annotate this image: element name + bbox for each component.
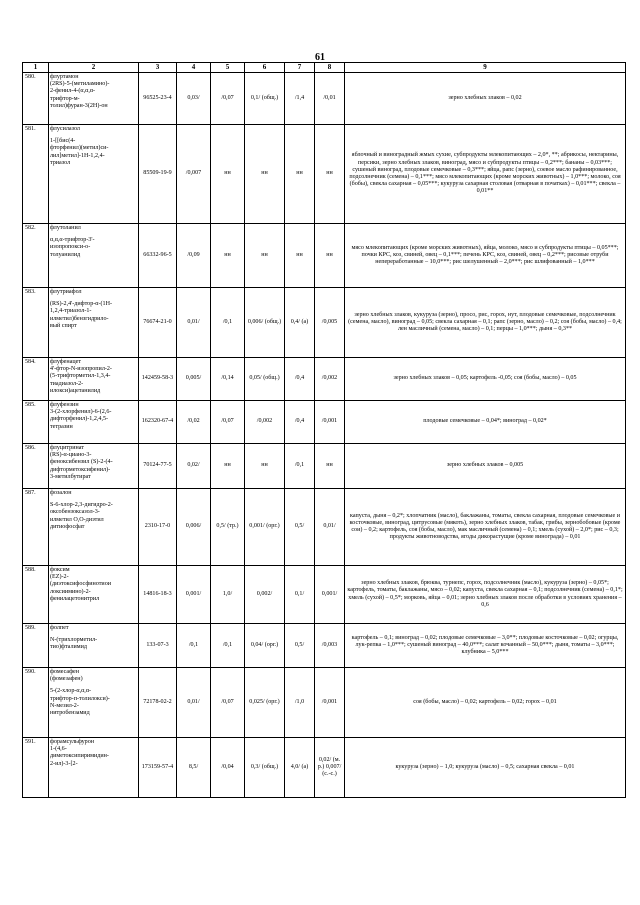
residue-limits: кукуруза (зерно) – 1,0; кукуруза (масло) – 0,5; сахарная свекла – 0,01 <box>345 738 626 798</box>
cas-number: 133-07-3 <box>139 624 177 668</box>
substance-name-line: фозалон <box>50 490 72 496</box>
value-col-5: /0,07 <box>211 401 245 444</box>
value-col-4: 0,01/ <box>177 288 211 358</box>
row-number: 588. <box>23 566 49 624</box>
row-number: 582. <box>23 224 49 288</box>
residue-limits: капуста, дыня – 0,2*; хлопчатник (масло), баклажаны, томаты, свекла сахарная, плодовые семечковые и косточковые, виноград, цитрусовые (мякоть), зерно хлебных злаков, табак, грибы, зернобобовые (кроме сои) – 0,2; картофель, соя (бобы, масло), мак масличный (семена) – 0,1; хмель (сухой) – 2,0*; рис – 0,3; продукты животноводства, ягоды дикорастущие (кроме винограда) – 0,01 <box>345 489 626 566</box>
header-cell: 1 <box>23 63 49 73</box>
value-col-7: /0,4 <box>285 401 315 444</box>
value-col-7: /1,4 <box>285 73 315 125</box>
table-row <box>23 738 626 798</box>
substance-name-line: фолпет <box>50 625 69 631</box>
substance-name-line: фенилацетонитрил <box>50 595 100 602</box>
substance-name-line: N-(трихлорметил- <box>50 637 98 644</box>
value-col-6: 0,001/ (орг.) <box>245 489 285 566</box>
value-col-4: 0,02/ <box>177 444 211 489</box>
row-number: 586. <box>23 444 49 489</box>
value-col-6: 0,1/ (общ.) <box>245 73 285 125</box>
value-col-4: 0,03/ <box>177 73 211 125</box>
residue-limits: зерно хлебных злаков – 0,05; картофель -0,05; соя (бобы, масло) – 0,05 <box>345 358 626 401</box>
substance-name-line: 4'-фтор-N-изопропил-2- <box>50 366 112 373</box>
value-col-4: 0,01/ <box>177 668 211 738</box>
value-col-4: 8,5/ <box>177 738 211 798</box>
substance-name-line: α,α,α-трифтор-3'- <box>50 237 95 244</box>
table-row <box>23 624 626 668</box>
value-col-7: 0,5/ <box>285 624 315 668</box>
value-col-6: 0,002/ <box>245 566 285 624</box>
substance-name-line: диметоксипиримидин- <box>50 753 109 760</box>
substance-name-line: (RS)-2,4'-дифтор-α-(1H- <box>50 301 113 308</box>
value-col-7: 4,0/ (а) <box>285 738 315 798</box>
substance-name-line: 3-(2-хлорфенил)-6-(2,6- <box>50 409 112 416</box>
value-col-8: нн <box>315 224 345 288</box>
value-col-6: /0,002 <box>245 401 285 444</box>
value-col-5: нн <box>211 125 245 224</box>
substance-name-line: флутриафол <box>50 289 82 295</box>
table-row <box>23 224 626 288</box>
substance-name-line: (RS)-α-циано-3- <box>50 452 92 459</box>
table-row <box>23 401 626 444</box>
value-col-5: 1,0/ <box>211 566 245 624</box>
header-cell: 3 <box>139 63 177 73</box>
value-col-5: /0,1 <box>211 624 245 668</box>
value-col-8: /0,005 <box>315 288 345 358</box>
value-col-5: 0,5/ (тр.) <box>211 489 245 566</box>
substance-name-line: 1-(4,6- <box>50 746 67 753</box>
substance-name-line: лил]метил]-1H-1,2,4- <box>50 152 105 159</box>
substance-name-line: 2-ил)-3-[2- <box>50 760 78 767</box>
value-col-8: нн <box>315 444 345 489</box>
value-col-4: /0,02 <box>177 401 211 444</box>
value-col-7: /0,4 <box>285 358 315 401</box>
row-number: 585. <box>23 401 49 444</box>
value-col-4: 0,005/ <box>177 358 211 401</box>
value-col-8: нн <box>315 125 345 224</box>
value-col-7: нн <box>285 224 315 288</box>
header-cell: 2 <box>49 63 139 73</box>
substance-name <box>49 489 139 566</box>
cas-number: 173159-57-4 <box>139 738 177 798</box>
substance-name-line: S-6-хлор-2,3-дигидро-2- <box>50 502 113 509</box>
value-col-8: /0,001 <box>315 668 345 738</box>
row-number: 580. <box>23 73 49 125</box>
substance-name-line: илметил О,О-диэтил <box>50 516 104 523</box>
value-col-8: /0,01 <box>315 73 345 125</box>
substance-name <box>49 125 139 224</box>
substance-name-line: тио)фталимид <box>50 644 87 651</box>
row-number: 584. <box>23 358 49 401</box>
substance-name-line: 3-метилбутират <box>50 473 91 480</box>
substance-name-line: толуанилид <box>50 251 81 258</box>
cas-number: 76674-21-0 <box>139 288 177 358</box>
substance-name-line: тиадиазол-2- <box>50 380 84 387</box>
value-col-4: 0,001/ <box>177 566 211 624</box>
value-col-6: 0,025/ (орг.) <box>245 668 285 738</box>
substance-name-line: оксобензоксазол-3- <box>50 509 100 516</box>
value-col-5: /0,07 <box>211 668 245 738</box>
substance-name <box>49 73 139 125</box>
residue-limits: зерно хлебных злаков – 0,02 <box>345 73 626 125</box>
substance-name-line: 2-фенил-4-(α,α,α- <box>50 88 96 95</box>
cas-number: 70124-77-5 <box>139 444 177 489</box>
table-row <box>23 288 626 358</box>
substance-name <box>49 358 139 401</box>
row-number: 591. <box>23 738 49 798</box>
substance-name-line: 1-[[бис(4- <box>50 138 76 145</box>
row-number: 590. <box>23 668 49 738</box>
cas-number: 14816-18-3 <box>139 566 177 624</box>
cas-number: 96525-23-4 <box>139 73 177 125</box>
substance-name-line: флуфензин <box>50 402 79 408</box>
substance-name-line: (EZ)-2- <box>50 574 69 581</box>
residue-limits: яблочный и виноградный жмых сухие, субпродукты млекопитающих – 2,0*, **; абрикосы, нектарины, персики, зерно хлебных злаков, виноград, мясо и субпродукты птицы – 0,2***; бананы – 0,03***; сушеный виноград, плодовые семечковые – 0,3***; яйца, рапс (зерно), соевое масло рафинированное, подсолнечник (семена) – 0,1***; мясо млекопитающих (кроме морских животных) – 1,0***; молоко, соя (бобы), свекла сахарная – 0,05***; кукуруза сахарная столовая (отварная в початках) – 0,01***; свекла – 0,01** <box>345 125 626 224</box>
cas-number: 85509-19-9 <box>139 125 177 224</box>
table-row <box>23 73 626 125</box>
value-col-4: 0,006/ <box>177 489 211 566</box>
substance-name-line: фомесафен <box>50 669 79 675</box>
substance-name-line: 5-(2-хлор-α,α,α- <box>50 688 92 695</box>
value-col-6: 0,006/ (общ.) <box>245 288 285 358</box>
substance-name <box>49 401 139 444</box>
row-number: 589. <box>23 624 49 668</box>
residue-limits: зерно хлебных злаков – 0,005 <box>345 444 626 489</box>
substance-name-line: тетразин <box>50 423 73 430</box>
cas-number: 142459-58-3 <box>139 358 177 401</box>
substance-name <box>49 566 139 624</box>
substance-name-line: трифтор-п-толилокси)- <box>50 695 110 702</box>
table-row <box>23 489 626 566</box>
substance-name-line: (фомезафен) <box>50 676 83 683</box>
page-number: 61 <box>315 52 325 63</box>
substance-name-line: фторфенил)(метил)си- <box>50 145 109 152</box>
header-cell: 4 <box>177 63 211 73</box>
value-col-7: нн <box>285 125 315 224</box>
table-row <box>23 668 626 738</box>
substance-name-line: флуфенацет <box>50 359 81 365</box>
substance-name-line: N-мезил-2- <box>50 702 79 709</box>
value-col-8: 0,001/ <box>315 566 345 624</box>
substance-name <box>49 668 139 738</box>
substance-name-line: дифторметоксифенил)- <box>50 466 111 473</box>
substance-name-line: флуцитринат <box>50 445 84 451</box>
value-col-4: /0,1 <box>177 624 211 668</box>
header-cell: 7 <box>285 63 315 73</box>
substance-name-line: илметил)бензгидрило- <box>50 315 109 322</box>
substance-name-line: (диэтоксифосфинотиои <box>50 581 112 588</box>
value-col-6: нн <box>245 224 285 288</box>
substance-name-line: дифторфенил)-1,2,4,5- <box>50 416 109 423</box>
residue-limits: плодовые семечковые – 0,04*; виноград – 0,02* <box>345 401 626 444</box>
value-col-5: /0,1 <box>211 288 245 358</box>
substance-name-line: локсиимино)-2- <box>50 588 91 595</box>
value-col-7: 0,5/ <box>285 489 315 566</box>
substance-name-line: илокси)ацетанилид <box>50 387 101 394</box>
cas-number: 2310-17-0 <box>139 489 177 566</box>
substance-name-line: триазол <box>50 159 71 166</box>
value-col-5: /0,04 <box>211 738 245 798</box>
residue-limits: соя (бобы, масло) – 0,02; картофель – 0,02; горох – 0,01 <box>345 668 626 738</box>
value-col-7: /0,1 <box>285 444 315 489</box>
substance-name-line: вый спирт <box>50 322 77 329</box>
header-cell: 8 <box>315 63 345 73</box>
value-col-7: /1,0 <box>285 668 315 738</box>
header-row <box>23 63 626 73</box>
cas-number: 66332-96-5 <box>139 224 177 288</box>
value-col-5: /0,14 <box>211 358 245 401</box>
value-col-8: 0,01/ <box>315 489 345 566</box>
substance-name-line: (2RS)-5-(метиламино)- <box>50 81 110 88</box>
residue-limits: картофель – 0,1; виноград – 0,02; плодовые семечковые – 3,0**; плодовые косточковые – 0,02; огурцы, лук-репка – 1,0***; сушеный виноград – 40,0***; салат кочанный – 50,0***; дыня, томаты – 3,0***; клубника – 5,0*** <box>345 624 626 668</box>
value-col-8: /0,001 <box>315 401 345 444</box>
row-number: 587. <box>23 489 49 566</box>
substance-name-line: флутоланил <box>50 225 81 231</box>
substance-name-line: флуртамон <box>50 74 79 80</box>
value-col-4: /0,007 <box>177 125 211 224</box>
substance-name-line: феноксибензил (S)-2-(4- <box>50 459 113 466</box>
value-col-5: нн <box>211 444 245 489</box>
value-col-8: 0,02/ (м. р.) 0,007/ (с.-с.) <box>315 738 345 798</box>
table-row <box>23 566 626 624</box>
value-col-5: нн <box>211 224 245 288</box>
substance-name-line: 1,2,4-триазол-1- <box>50 308 92 315</box>
cas-number: 162320-67-4 <box>139 401 177 444</box>
substance-name-line: толил)фуран-3(2H)-он <box>50 102 108 109</box>
substance-name <box>49 288 139 358</box>
substance-name-line: дитиофосфат <box>50 523 85 530</box>
substance-name-line: нитробензамид <box>50 710 90 717</box>
value-col-7: 0,1/ <box>285 566 315 624</box>
header-cell: 9 <box>345 63 626 73</box>
substance-name <box>49 444 139 489</box>
substance-name <box>49 738 139 798</box>
value-col-5: /0,07 <box>211 73 245 125</box>
value-col-8: /0,003 <box>315 624 345 668</box>
regulation-table <box>22 62 626 798</box>
value-col-8: /0,002 <box>315 358 345 401</box>
substance-name-line: трифтор-м- <box>50 95 80 102</box>
header-cell: 6 <box>245 63 285 73</box>
value-col-4: /0,09 <box>177 224 211 288</box>
value-col-6: нн <box>245 125 285 224</box>
substance-name <box>49 624 139 668</box>
table-body <box>23 73 626 798</box>
row-number: 581. <box>23 125 49 224</box>
value-col-6: 0,3/ (общ.) <box>245 738 285 798</box>
residue-limits: зерно хлебных злаков, кукуруза (зерно), просо, рис, горох, нут, плодовые семечковые, подсолнечник (семена, масло), виноград – 0,05; свекла сахарная – 0,1; рапс (зерно, масло) – 0,2; соя (бобы, масло) – 0,4; лен масличный (семена, масло) – 0,1; перцы – 1,0***; дыня – 0,3** <box>345 288 626 358</box>
row-number: 583. <box>23 288 49 358</box>
substance-name-line: фоксим <box>50 567 70 573</box>
cas-number: 72178-02-2 <box>139 668 177 738</box>
substance-name <box>49 224 139 288</box>
header-cell: 5 <box>211 63 245 73</box>
substance-name-line: изопропокси-о- <box>50 244 91 251</box>
table-row <box>23 358 626 401</box>
table-row <box>23 125 626 224</box>
residue-limits: зерно хлебных злаков, брюква, турнепс, горох, подсолнечник (масло), кукуруза (зерно) – 0,05*; картофель, томаты, баклажаны, мясо – 0,02; капуста, свекла сахарная – 0,1; подсолнечник (семена) – 0,1*; хмель (сухой) – 0,5*; морковь, яйца – 0,01; зерно хлебных злаков после обработки в условиях хранения – 0,6 <box>345 566 626 624</box>
table-row <box>23 444 626 489</box>
value-col-6: нн <box>245 444 285 489</box>
substance-name-line: (5-трифторметил-1,3,4- <box>50 373 111 380</box>
residue-limits: мясо млекопитающих (кроме морских животных), яйца, молоко, мясо и субпродукты птицы – 0,05***; почки КРС, коз, свиней, овец – 0,1***; печень КРС, коз, свиней, овец – 0,2***; рисовые отруби непереработанные – 10,0***; рис шелушенный – 2,0***; рис шлифованный – 1,0*** <box>345 224 626 288</box>
value-col-6: 0,04/ (орг.) <box>245 624 285 668</box>
value-col-7: 0,4/ (а) <box>285 288 315 358</box>
value-col-6: 0,05/ (общ.) <box>245 358 285 401</box>
substance-name-line: форамсульфурон <box>50 739 95 745</box>
substance-name-line: флусилазол <box>50 126 80 132</box>
